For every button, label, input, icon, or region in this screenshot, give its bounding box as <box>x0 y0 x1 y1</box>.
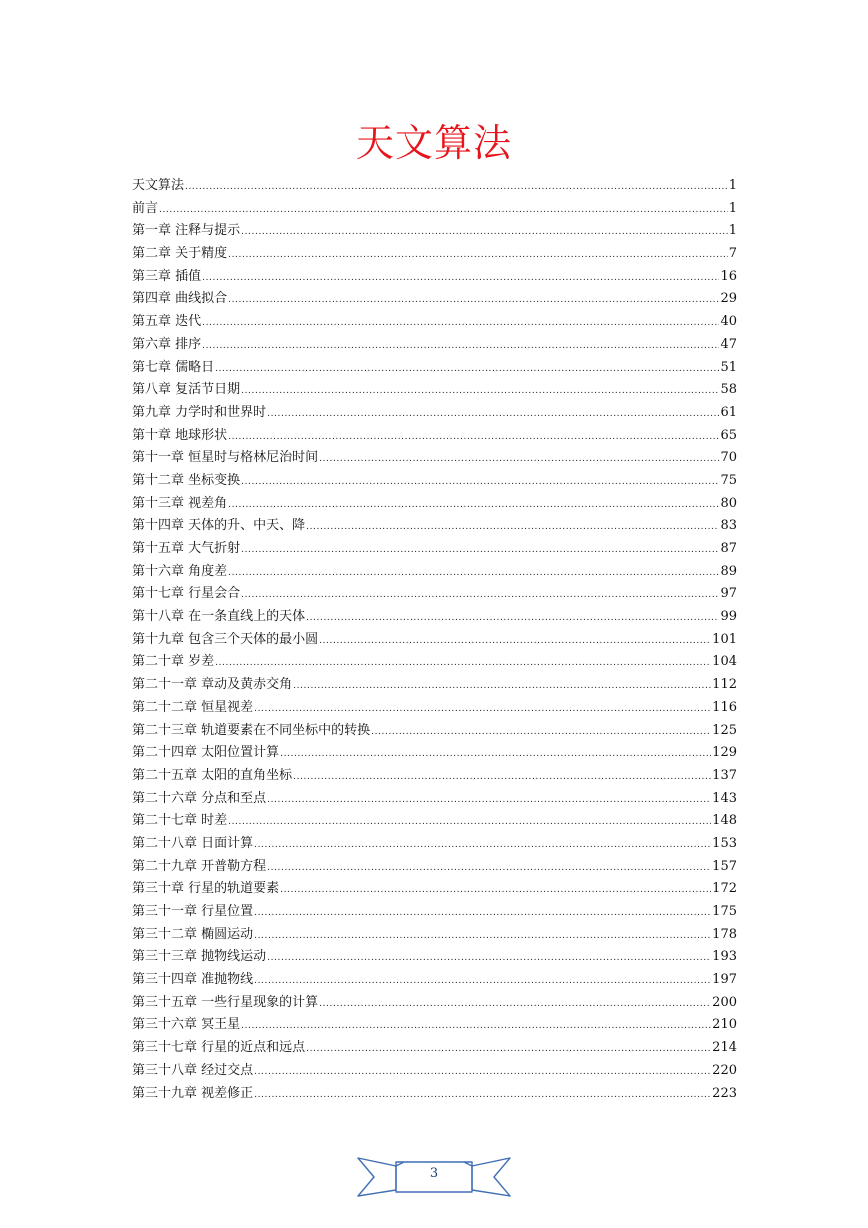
toc-leader-dots <box>371 721 711 744</box>
toc-entry-page: 220 <box>712 1062 737 1078</box>
toc-leader-dots <box>254 698 711 721</box>
toc-entry-label: 第十八章 在一条直线上的天体 <box>132 609 306 625</box>
toc-leader-dots <box>215 358 719 381</box>
toc-entry-page: 70 <box>720 450 737 466</box>
toc-entry-page: 83 <box>720 518 737 534</box>
toc-entry-page: 99 <box>720 609 737 625</box>
toc-entry[interactable] <box>132 561 737 584</box>
toc-entry[interactable] <box>132 243 737 266</box>
toc-entry[interactable] <box>132 311 737 334</box>
toc-entry[interactable] <box>132 946 737 969</box>
toc-entry[interactable] <box>132 720 737 743</box>
toc-entry-page: 137 <box>712 767 737 783</box>
toc-entry-label: 第四章 曲线拟合 <box>132 291 228 307</box>
toc-entry-label: 第二十四章 太阳位置计算 <box>132 745 280 761</box>
toc-leader-dots <box>241 221 728 244</box>
toc-entry-page: 16 <box>720 268 737 284</box>
toc-entry[interactable] <box>132 674 737 697</box>
toc-entry[interactable] <box>132 742 737 765</box>
toc-entry-page: 87 <box>720 541 737 556</box>
toc-entry-page: 51 <box>720 359 737 375</box>
toc-entry[interactable] <box>132 266 737 289</box>
toc-leader-dots <box>228 289 719 312</box>
toc-leader-dots <box>267 403 719 426</box>
toc-entry-page: 172 <box>712 881 737 897</box>
toc-entry-label: 第九章 力学时和世界时 <box>132 404 267 420</box>
toc-entry[interactable] <box>132 220 737 243</box>
toc-entry-label: 第二十五章 太阳的直角坐标 <box>132 767 293 783</box>
toc-entry[interactable] <box>132 515 737 538</box>
toc-entry-page: 47 <box>720 336 737 352</box>
toc-entry-page: 7 <box>728 246 737 262</box>
toc-leader-dots <box>319 630 711 653</box>
toc-entry-page: 58 <box>720 382 737 398</box>
toc-entry[interactable] <box>132 606 737 629</box>
toc-entry-page: 101 <box>712 631 737 647</box>
toc-entry-label: 第三十六章 冥王星 <box>132 1017 241 1033</box>
toc-entry[interactable] <box>132 538 737 561</box>
document-title: 天文算法 <box>355 121 512 165</box>
toc-entry-page: 80 <box>720 495 737 511</box>
toc-entry-label: 第三十八章 经过交点 <box>132 1062 254 1078</box>
toc-entry[interactable] <box>132 1037 737 1060</box>
toc-entry[interactable] <box>132 447 737 470</box>
toc-entry-label: 第十五章 大气折射 <box>132 541 241 556</box>
toc-entry[interactable] <box>132 765 737 788</box>
toc-entry[interactable] <box>132 788 737 811</box>
toc-leader-dots <box>293 766 711 789</box>
toc-entry[interactable] <box>132 357 737 380</box>
toc-entry-page: 116 <box>712 699 737 715</box>
toc-entry-page: 125 <box>712 722 737 738</box>
toc-entry-page: 200 <box>712 994 737 1010</box>
toc-entry[interactable] <box>132 402 737 425</box>
toc-leader-dots <box>254 902 711 925</box>
toc-entry[interactable] <box>132 493 737 516</box>
toc-entry-label: 天文算法 <box>132 178 185 193</box>
toc-leader-dots <box>228 494 719 517</box>
toc-leader-dots <box>254 970 711 993</box>
toc-entry-label: 第三十三章 抛物线运动 <box>132 949 267 965</box>
toc-entry[interactable] <box>132 1014 737 1037</box>
toc-leader-dots <box>254 925 711 948</box>
toc-entry-label: 第十三章 视差角 <box>132 495 228 511</box>
toc-entry-label: 第十四章 天体的升、中天、降 <box>132 518 306 534</box>
toc-entry[interactable] <box>132 901 737 924</box>
toc-entry[interactable] <box>132 470 737 493</box>
toc-leader-dots <box>241 471 719 494</box>
toc-entry-page: 129 <box>712 745 737 761</box>
toc-entry-page: 197 <box>712 972 737 988</box>
toc-entry-label: 第八章 复活节日期 <box>132 382 241 398</box>
toc-entry[interactable] <box>132 425 737 448</box>
toc-entry[interactable] <box>132 1060 737 1083</box>
toc-entry-page: 214 <box>712 1040 737 1056</box>
toc-entry[interactable] <box>132 334 737 357</box>
toc-entry-label: 前言 <box>132 200 159 216</box>
toc-entry-label: 第三十一章 行星位置 <box>132 904 254 919</box>
toc-entry-page: 89 <box>720 563 737 579</box>
toc-leader-dots <box>254 1061 711 1084</box>
page-footer-ribbon <box>356 1156 512 1198</box>
toc-leader-dots <box>267 947 711 970</box>
toc-entry-page: 97 <box>720 586 737 602</box>
toc-entry[interactable] <box>132 1083 737 1106</box>
toc-entry[interactable] <box>132 833 737 856</box>
toc-entry-page: 1 <box>728 223 737 239</box>
toc-entry-label: 第二十二章 恒星视差 <box>132 699 254 715</box>
toc-leader-dots <box>267 789 711 812</box>
toc-entry-page: 29 <box>720 291 737 307</box>
toc-entry-page: 112 <box>712 677 737 693</box>
toc-entry[interactable] <box>132 969 737 992</box>
toc-entry-page: 75 <box>720 472 737 488</box>
toc-entry-page: 193 <box>712 949 737 965</box>
toc-entry-label: 第三十二章 椭圆运动 <box>132 926 254 942</box>
toc-leader-dots <box>215 652 711 675</box>
toc-entry-label: 第二十三章 轨道要素在不同坐标中的转换 <box>132 722 371 738</box>
toc-leader-dots <box>228 426 719 449</box>
toc-entry-page: 223 <box>712 1085 737 1101</box>
toc-entry-label: 第十章 地球形状 <box>132 427 228 443</box>
toc-entry[interactable] <box>132 629 737 652</box>
page-number: 3 <box>429 1166 439 1181</box>
toc-entry-label: 第十六章 角度差 <box>132 563 228 579</box>
toc-entry-page: 178 <box>712 926 737 942</box>
toc-leader-dots <box>228 562 719 585</box>
toc-leader-dots <box>241 1015 711 1038</box>
toc-entry[interactable] <box>132 379 737 402</box>
toc-entry[interactable] <box>132 198 737 221</box>
toc-entry-label: 第二十六章 分点和至点 <box>132 790 267 806</box>
toc-entry-label: 第二十章 岁差 <box>132 654 215 670</box>
table-of-contents <box>132 175 737 1105</box>
toc-entry-label: 第六章 排序 <box>132 336 202 352</box>
toc-entry-label: 第二十八章 日面计算 <box>132 835 254 851</box>
toc-entry-label: 第三十七章 行星的近点和远点 <box>132 1040 306 1056</box>
toc-entry-label: 第三章 插值 <box>132 268 202 284</box>
toc-leader-dots <box>280 879 711 902</box>
toc-leader-dots <box>241 584 719 607</box>
toc-entry-label: 第十九章 包含三个天体的最小圆 <box>132 631 319 647</box>
toc-entry-page: 1 <box>728 200 737 216</box>
toc-entry[interactable] <box>132 697 737 720</box>
toc-leader-dots <box>306 516 719 539</box>
toc-entry-label: 第十一章 恒星时与格林尼治时间 <box>132 450 319 466</box>
toc-entry-label: 第二十一章 章动及黄赤交角 <box>132 677 293 693</box>
toc-entry-label: 第二章 关于精度 <box>132 246 228 262</box>
toc-entry-page: 143 <box>712 790 737 806</box>
toc-leader-dots <box>228 244 728 267</box>
toc-entry[interactable] <box>132 810 737 833</box>
toc-entry[interactable] <box>132 583 737 606</box>
toc-entry-label: 第十七章 行星会合 <box>132 586 241 602</box>
toc-entry[interactable] <box>132 878 737 901</box>
toc-leader-dots <box>254 1084 711 1107</box>
toc-entry-page: 104 <box>712 654 737 670</box>
toc-entry-page: 148 <box>712 813 737 829</box>
toc-entry[interactable] <box>132 288 737 311</box>
toc-entry-label: 第三十五章 一些行星现象的计算 <box>132 994 319 1010</box>
toc-leader-dots <box>306 607 719 630</box>
toc-entry-page: 175 <box>712 904 737 919</box>
toc-entry[interactable] <box>132 992 737 1015</box>
toc-entry-page: 153 <box>712 835 737 851</box>
toc-entry-page: 1 <box>728 178 737 193</box>
toc-leader-dots <box>159 199 728 222</box>
toc-entry[interactable] <box>132 175 737 198</box>
toc-leader-dots <box>293 675 711 698</box>
toc-entry-label: 第五章 迭代 <box>132 314 202 330</box>
toc-leader-dots <box>241 539 719 562</box>
toc-leader-dots <box>228 811 711 834</box>
toc-entry-label: 第二十九章 开普勒方程 <box>132 858 267 874</box>
toc-leader-dots <box>319 993 711 1016</box>
toc-entry-page: 157 <box>712 858 737 874</box>
toc-entry-page: 210 <box>712 1017 737 1033</box>
toc-leader-dots <box>267 857 711 880</box>
toc-entry-page: 61 <box>720 404 737 420</box>
toc-leader-dots <box>280 743 711 766</box>
toc-leader-dots <box>185 176 728 199</box>
toc-entry[interactable] <box>132 924 737 947</box>
toc-leader-dots <box>202 335 719 358</box>
toc-entry[interactable] <box>132 856 737 879</box>
toc-leader-dots <box>241 380 719 403</box>
toc-entry-page: 40 <box>720 314 737 330</box>
toc-entry-label: 第三十九章 视差修正 <box>132 1085 254 1101</box>
toc-leader-dots <box>319 448 719 471</box>
toc-leader-dots <box>202 312 719 335</box>
toc-entry-label: 第三十四章 准抛物线 <box>132 972 254 988</box>
toc-entry-label: 第七章 儒略日 <box>132 359 215 375</box>
toc-entry-label: 第一章 注释与提示 <box>132 223 241 239</box>
toc-entry[interactable] <box>132 651 737 674</box>
toc-entry-label: 第二十七章 时差 <box>132 813 228 829</box>
toc-leader-dots <box>202 267 719 290</box>
toc-leader-dots <box>306 1038 711 1061</box>
toc-entry-label: 第三十章 行星的轨道要素 <box>132 881 280 897</box>
toc-leader-dots <box>254 834 711 857</box>
toc-entry-page: 65 <box>720 427 737 443</box>
toc-entry-label: 第十二章 坐标变换 <box>132 472 241 488</box>
